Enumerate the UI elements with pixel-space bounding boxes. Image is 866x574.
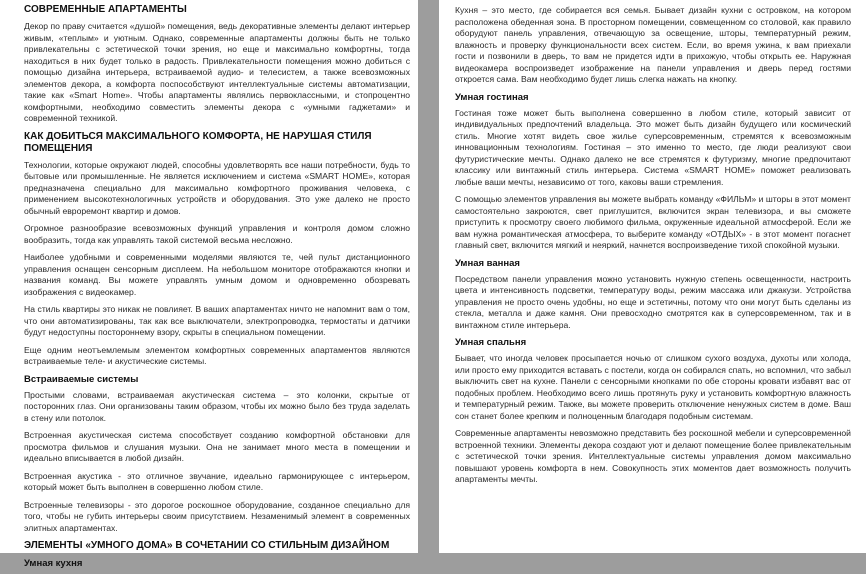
paragraph: Кухня – это место, где собирается вся семья. Бывает дизайн кухни с островком, на котором расположена обеденная зона. В просторном помещении, совмещенном со столовой, как правило оборудуют панель управления, отвечающую за освещение, шторы, температурный режим, влажность и проверку функциональности всех систем. Если, во время ужина, к вам приехали гости и позвонили в дверь, то вам не придется идти в прихожую, чтобы открыть ее. Наружная видеокамера воспроизведет изображение на панели управления и дверь перед гостями откроется сама. Вам необходимо будет лишь слегка нажать на кнопку.	[455, 5, 851, 84]
document-page-right	[439, 0, 866, 553]
paragraph: Технологии, которые окружают людей, способны удовлетворять все наши потребности, будь то бытовые или промышленные. Не является исключением и система «SMART HOME», которая предназначена специально для максимально комфортного проживания человека, с применением высокотехнологичных устройств и оборудования. Это уже далеко не просто обычный евроремонт квартир и домов.	[24, 159, 410, 216]
paragraph: Современные апартаменты невозможно представить без роскошной мебели и суперсовременной встроенной техники. Элементы декора создают уют и делают помещение более привлекательным с эстетической точки зрения. Интеллектуальные системы управления домом максимально повышают уровень комфорта в нем. Совокупность этих моментов дает возможность получить апартаменты мечты.	[455, 428, 851, 484]
heading-smart-home-elements: ЭЛЕМЕНТЫ «УМНОГО ДОМА» В СОЧЕТАНИИ СО СТИЛЬНЫМ ДИЗАЙНОМ	[24, 540, 390, 551]
heading-max-comfort: КАК ДОБИТЬСЯ МАКСИМАЛЬНОГО КОМФОРТА, НЕ НАРУШАЯ СТИЛЯ ПОМЕЩЕНИЯ	[24, 130, 372, 154]
subheading-smart-bathroom: Умная ванная	[455, 257, 520, 269]
subheading-smart-living-room: Умная гостиная	[455, 91, 529, 103]
paragraph: Гостиная тоже может быть выполнена совершенно в любом стиле, который зависит от индивидуальных предпочтений владельца. Это может быть дизайн будущего или космический стиль. Многие хотят видеть свое жилье суперсовременным, стремятся к всевозможным инновационным технологиям. Гостиная – это именно то место, где люди реализуют свои футуристические мечты. Однако далеко не все стремятся к футуризму, многие предпочитают классику или винтажный стиль интерьера. Система «SMART HOME» поможет реализовать любые ваши мечты, независимо от того, каковы ваши стремления.	[455, 107, 851, 187]
paragraph: Еще одним неотъемлемым элементом комфортных современных апартаментов являются встраиваемые теле- и акустические системы.	[24, 344, 410, 366]
paragraph: Огромное разнообразие всевозможных функций управления и контроля домом сложно вообразить, тогда как управлять такой системой весьма несложно.	[24, 223, 410, 245]
left-column	[24, 0, 410, 574]
paragraph: Декор по праву считается «душой» помещения, ведь декоративные элементы делают интерьер живым, «теплым» и уютным. Однако, современные апартаменты должны быть не только привлекательны с эстетической точки зрения, но еще и максимально комфортны, тогда находиться в них будет только в радость. Привлекательности помещения можно добиться с помощью дизайна интерьера, встраиваемой аудио- и телесистем, а также всевозможных элементов декора, а комфорта поспособствуют интеллектуальные системы автоматизации, такие как «Smart Home». Чтобы апартаменты являлись первоклассными, и стопроцентно комфортными, необходимо совместить элементы декора с «умными гаджетами» и современной техникой.	[24, 21, 410, 123]
right-column	[455, 0, 851, 492]
paragraph: На стиль квартиры это никак не повлияет. В ваших апартаментах ничто не напомнит вам о том, что они автоматизированы, так как все выключатели, электропроводка, термостаты и датчики будут недоступны постороннему взору, скрыты в специальном помещении.	[24, 304, 410, 337]
paragraph: Встроенные телевизоры - это дорогое роскошное оборудование, созданное специально для того, чтобы не губить интерьеры своим присутствием. Незаменимый элемент в современных элитных апартаментах.	[24, 499, 410, 533]
subheading-built-in-systems: Встраиваемые системы	[24, 373, 139, 385]
paragraph: Посредством панели управления можно установить нужную степень освещенности, настроить цвета и интенсивность подсветки, температуру воды, режим массажа или джакузи. Устройства управления не просто очень удобны, но еще и эстетичны, потому что они могут быть сделаны из стекла, металла и даже камня. Они превосходно смотрятся как в суперсовременном, так и в винтажном стиле интерьера.	[455, 273, 851, 330]
paragraph: С помощью элементов управления вы можете выбрать команду «ФИЛЬМ» и шторы в этот момент самостоятельно закроются, свет приглушится, включится экран телевизора, и вы сможете приступить к просмотру своего любимого фильма, окруженные идеальной атмосферой. Если же вам нужна романтическая атмосфера, то выберите команду «ОТДЫХ» - в этот момент погаснет главный свет, включится мягкий и неяркий, начнется воспроизведение тихой спокойной музыки.	[455, 194, 851, 250]
heading-modern-apartments: СОВРЕМЕННЫЕ АПАРТАМЕНТЫ	[24, 4, 187, 15]
subheading-smart-bedroom: Умная спальня	[455, 337, 527, 348]
subheading-smart-kitchen: Умная кухня	[24, 558, 83, 569]
paragraph: Бывает, что иногда человек просыпается ночью от слишком сухого воздуха, духоты или холода, или просто ему приходится вставать с постели, когда он собирался спать, но вспомнил, что забыл выключить свет на кухне. Панели с сенсорными кнопками по обе стороны кровати избавят вас от подобных проблем. Необходимо всего лишь протянуть руку и установить комфортную влажность и температурный режим. Также, вы можете проверить отключение ненужных систем в доме. Ваш сон станет более крепким и полноценным благодаря подобным системам.	[455, 353, 851, 421]
paragraph: Наиболее удобными и современными моделями являются те, чей пульт дистанционного управления оснащен сенсорным дисплеем. На небольшом мониторе отображаются кнопки и названия команд. Вы можете управлять умным домом и одновременно обозревать изображения с видеокамер.	[24, 252, 410, 297]
paragraph: Встроенная акустическая система способствует созданию комфортной обстановки для просмотра фильмов и слушания музыки. Она не занимает много места в помещении и идеально вписывается в любой дизайн.	[24, 430, 410, 463]
paragraph: Встроенная акустика - это отличное звучание, идеально гармонирующее с интерьером, который может быть выполнен в совершенно любом стиле.	[24, 470, 410, 492]
paragraph: Простыми словами, встраиваемая акустическая система – это колонки, скрытые от посторонних глаз. Они организованы таким образом, чтобы их можно было без труда заделать в стену или потолок.	[24, 389, 410, 423]
document-page-left	[0, 0, 418, 569]
